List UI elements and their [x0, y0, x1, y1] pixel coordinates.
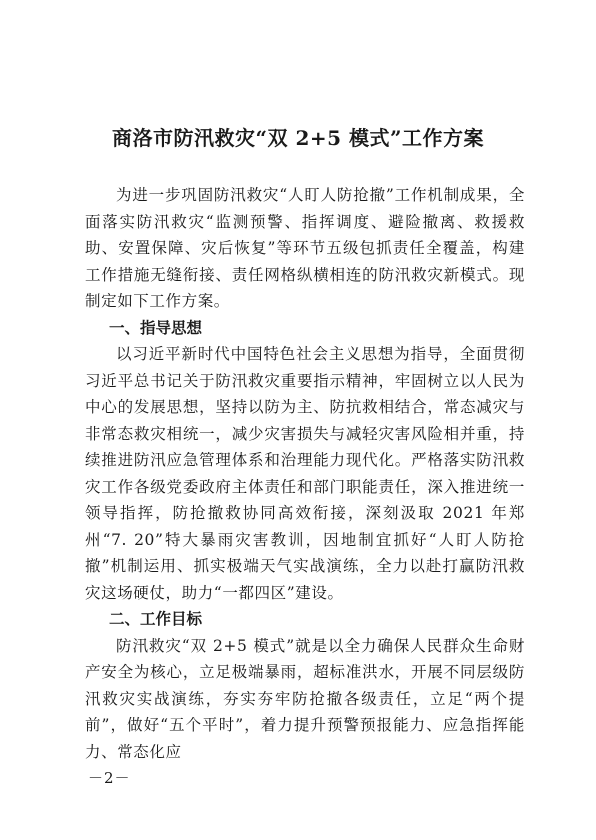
guiding-ideology-paragraph: 以习近平新时代中国特色社会主义思想为指导，全面贯彻习近平总书记关于防汛救灾重要指示精神，牢固树立以人民为中心的发展思想，坚持以防为主、防抗救相结合，常态减灾与非常态救灾相统一，减少灾害损失与减轻灾害风险相并重，持续推进防汛应急管理体系和治理能力现代化。严格落实防汛救灾工作各级党委政府主体责任和部门职能责任，深入推进统一领导指挥，防抢撤救协同高效衔接，深刻汲取 2021 年郑州“7. 20”特大暴雨灾害教训，因地制宜抓好“人盯人防抢撤”机制运用、抓实极端天气实战演练，全力以赴打赢防汛救灾这场硬仗，助力“一都四区”建设。	[85, 345, 525, 602]
intro-paragraph: 为进一步巩固防汛救灾“人盯人防抢撤”工作机制成果，全面落实防汛救灾“监测预警、指挥调度、避险撤离、救援救助、安置保障、灾后恢复”等环节五级包抓责任全覆盖，构建工作措施无缝衔接、责任网格纵横相连的防汛救灾新模式。现制定如下工作方案。	[85, 186, 525, 310]
page-number: －2－	[88, 769, 131, 787]
document-title: 商洛市防汛救灾“双 2+5 模式”工作方案	[111, 126, 485, 150]
section-heading-work-goals: 二、工作目标	[109, 610, 203, 628]
document-body	[85, 182, 525, 765]
work-goals-paragraph: 防汛救灾“双 2+5 模式”就是以全力确保人民群众生命财产安全为核心，立足极端暴雨，超标准洪水，开展不同层级防汛救灾实战演练，夯实夯牢防抢撤各级责任，立足“两个提前”，做好“五个平时”，着力提升预警预报能力、应急指挥能力、常态化应	[85, 636, 525, 761]
section-heading-guiding-ideology: 一、指导思想	[109, 318, 203, 337]
